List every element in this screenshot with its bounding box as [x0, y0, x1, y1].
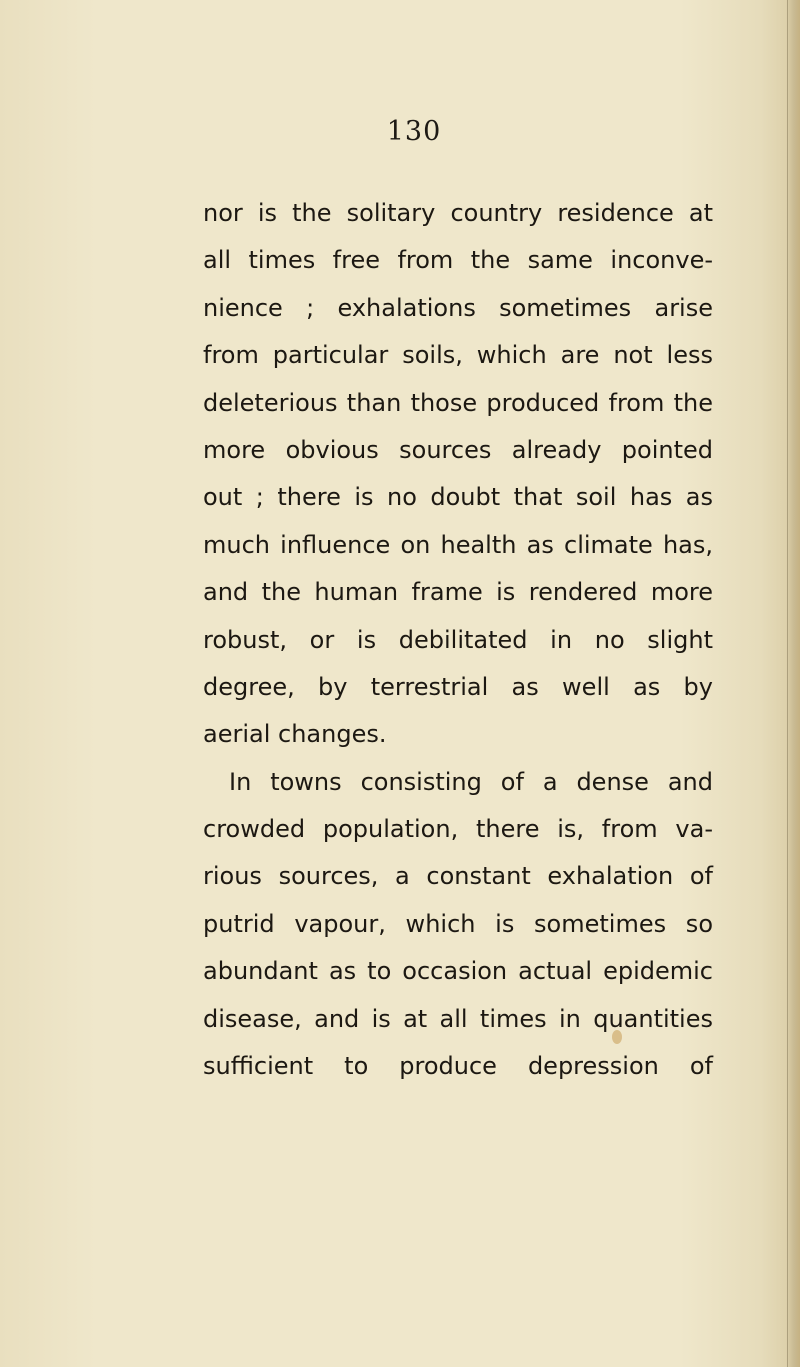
page-number: 130: [386, 116, 442, 147]
text-line: nor is the solitary country residence at: [203, 199, 713, 227]
text-line: and the human frame is rendered more: [203, 578, 713, 607]
text-line: disease, and is at all times in quantities: [203, 1004, 713, 1033]
text-line: crowded population, there is, from va-: [203, 815, 713, 844]
paragraph-end-line: aerial changes.: [203, 720, 387, 749]
paragraph-start-line: In towns consisting of a dense and: [229, 767, 713, 796]
text-line: out ; there is no doubt that soil has as: [203, 483, 713, 512]
text-line: robust, or is debilitated in no slight: [203, 625, 713, 654]
page-edge-shadow: [786, 0, 800, 1367]
text-line: much influence on health as climate has,: [203, 530, 713, 559]
text-line: all times free from the same inconve-: [203, 246, 713, 275]
body-text: [203, 190, 713, 1090]
text-line: degree, by terrestrial as well as by: [203, 672, 713, 701]
text-line: putrid vapour, which is sometimes so: [203, 909, 713, 938]
text-line: nience ; exhalations sometimes arise: [203, 293, 713, 322]
text-line: rious sources, a constant exhalation of: [203, 862, 713, 891]
text-line: sufficient to produce depression of: [203, 1052, 713, 1081]
text-line: abundant as to occasion actual epidemic: [203, 957, 713, 986]
paper-stain: [612, 1030, 622, 1044]
text-line: more obvious sources already pointed: [203, 435, 713, 464]
text-line: deleterious than those produced from the: [203, 388, 713, 417]
page-edge-line: [787, 0, 788, 1367]
text-line: from particular soils, which are not less: [203, 341, 713, 370]
